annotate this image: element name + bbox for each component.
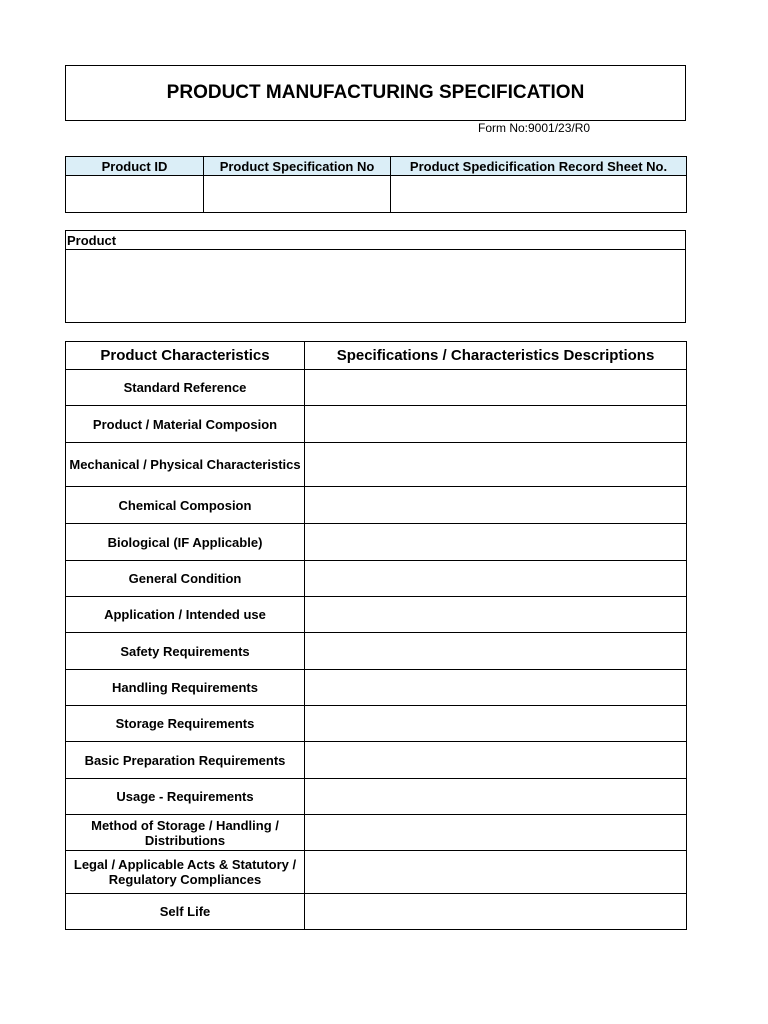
table-row — [66, 851, 687, 894]
spec-field[interactable] — [305, 487, 687, 524]
product-spec-no-field[interactable] — [204, 176, 391, 213]
table-row — [66, 561, 687, 597]
table-row — [66, 670, 687, 706]
row-label: Basic Preparation Requirements — [66, 742, 305, 779]
header-product-characteristics: Product Characteristics — [66, 342, 305, 370]
row-label: Mechanical / Physical Characteristics — [66, 443, 305, 487]
spec-field[interactable] — [305, 406, 687, 443]
page-title: PRODUCT MANUFACTURING SPECIFICATION — [65, 65, 686, 121]
row-label: Storage Requirements — [66, 706, 305, 742]
product-id-field[interactable] — [66, 176, 204, 213]
row-label: General Condition — [66, 561, 305, 597]
form-number: Form No:9001/23/R0 — [478, 121, 591, 135]
spec-table — [65, 341, 687, 930]
row-label: Application / Intended use — [66, 597, 305, 633]
table-row — [66, 406, 687, 443]
product-id-table — [65, 156, 687, 213]
spec-field[interactable] — [305, 670, 687, 706]
row-label: Biological (IF Applicable) — [66, 524, 305, 561]
spec-field[interactable] — [305, 443, 687, 487]
spec-field[interactable] — [305, 633, 687, 670]
table-row — [66, 597, 687, 633]
product-table — [65, 230, 686, 323]
spec-field[interactable] — [305, 894, 687, 930]
spec-field[interactable] — [305, 815, 687, 851]
row-label: Method of Storage / Handling / Distributions — [66, 815, 305, 851]
table-row — [66, 524, 687, 561]
spec-field[interactable] — [305, 597, 687, 633]
spec-field[interactable] — [305, 561, 687, 597]
spec-field[interactable] — [305, 779, 687, 815]
header-spec-descriptions: Specifications / Characteristics Descriptions — [305, 342, 687, 370]
spec-field[interactable] — [305, 370, 687, 406]
row-label: Usage - Requirements — [66, 779, 305, 815]
header-record-sheet-no: Product Spedicification Record Sheet No. — [391, 157, 687, 176]
spec-field[interactable] — [305, 742, 687, 779]
spec-field[interactable] — [305, 851, 687, 894]
table-row — [66, 815, 687, 851]
spec-field[interactable] — [305, 524, 687, 561]
header-product-id: Product ID — [66, 157, 204, 176]
row-label: Legal / Applicable Acts & Statutory / Regulatory Compliances — [66, 851, 305, 894]
row-label: Self Life — [66, 894, 305, 930]
table-row — [66, 633, 687, 670]
table-row — [66, 443, 687, 487]
spec-field[interactable] — [305, 706, 687, 742]
table-row — [66, 487, 687, 524]
table-row — [66, 706, 687, 742]
row-label: Standard Reference — [66, 370, 305, 406]
row-label: Handling Requirements — [66, 670, 305, 706]
table-row — [66, 742, 687, 779]
row-label: Safety Requirements — [66, 633, 305, 670]
table-row — [66, 894, 687, 930]
row-label: Product / Material Composion — [66, 406, 305, 443]
record-sheet-no-field[interactable] — [391, 176, 687, 213]
table-row — [66, 370, 687, 406]
header-product-spec-no: Product Specification No — [204, 157, 391, 176]
product-field[interactable] — [66, 250, 686, 323]
row-label: Chemical Composion — [66, 487, 305, 524]
product-label: Product — [66, 231, 686, 250]
table-row — [66, 779, 687, 815]
